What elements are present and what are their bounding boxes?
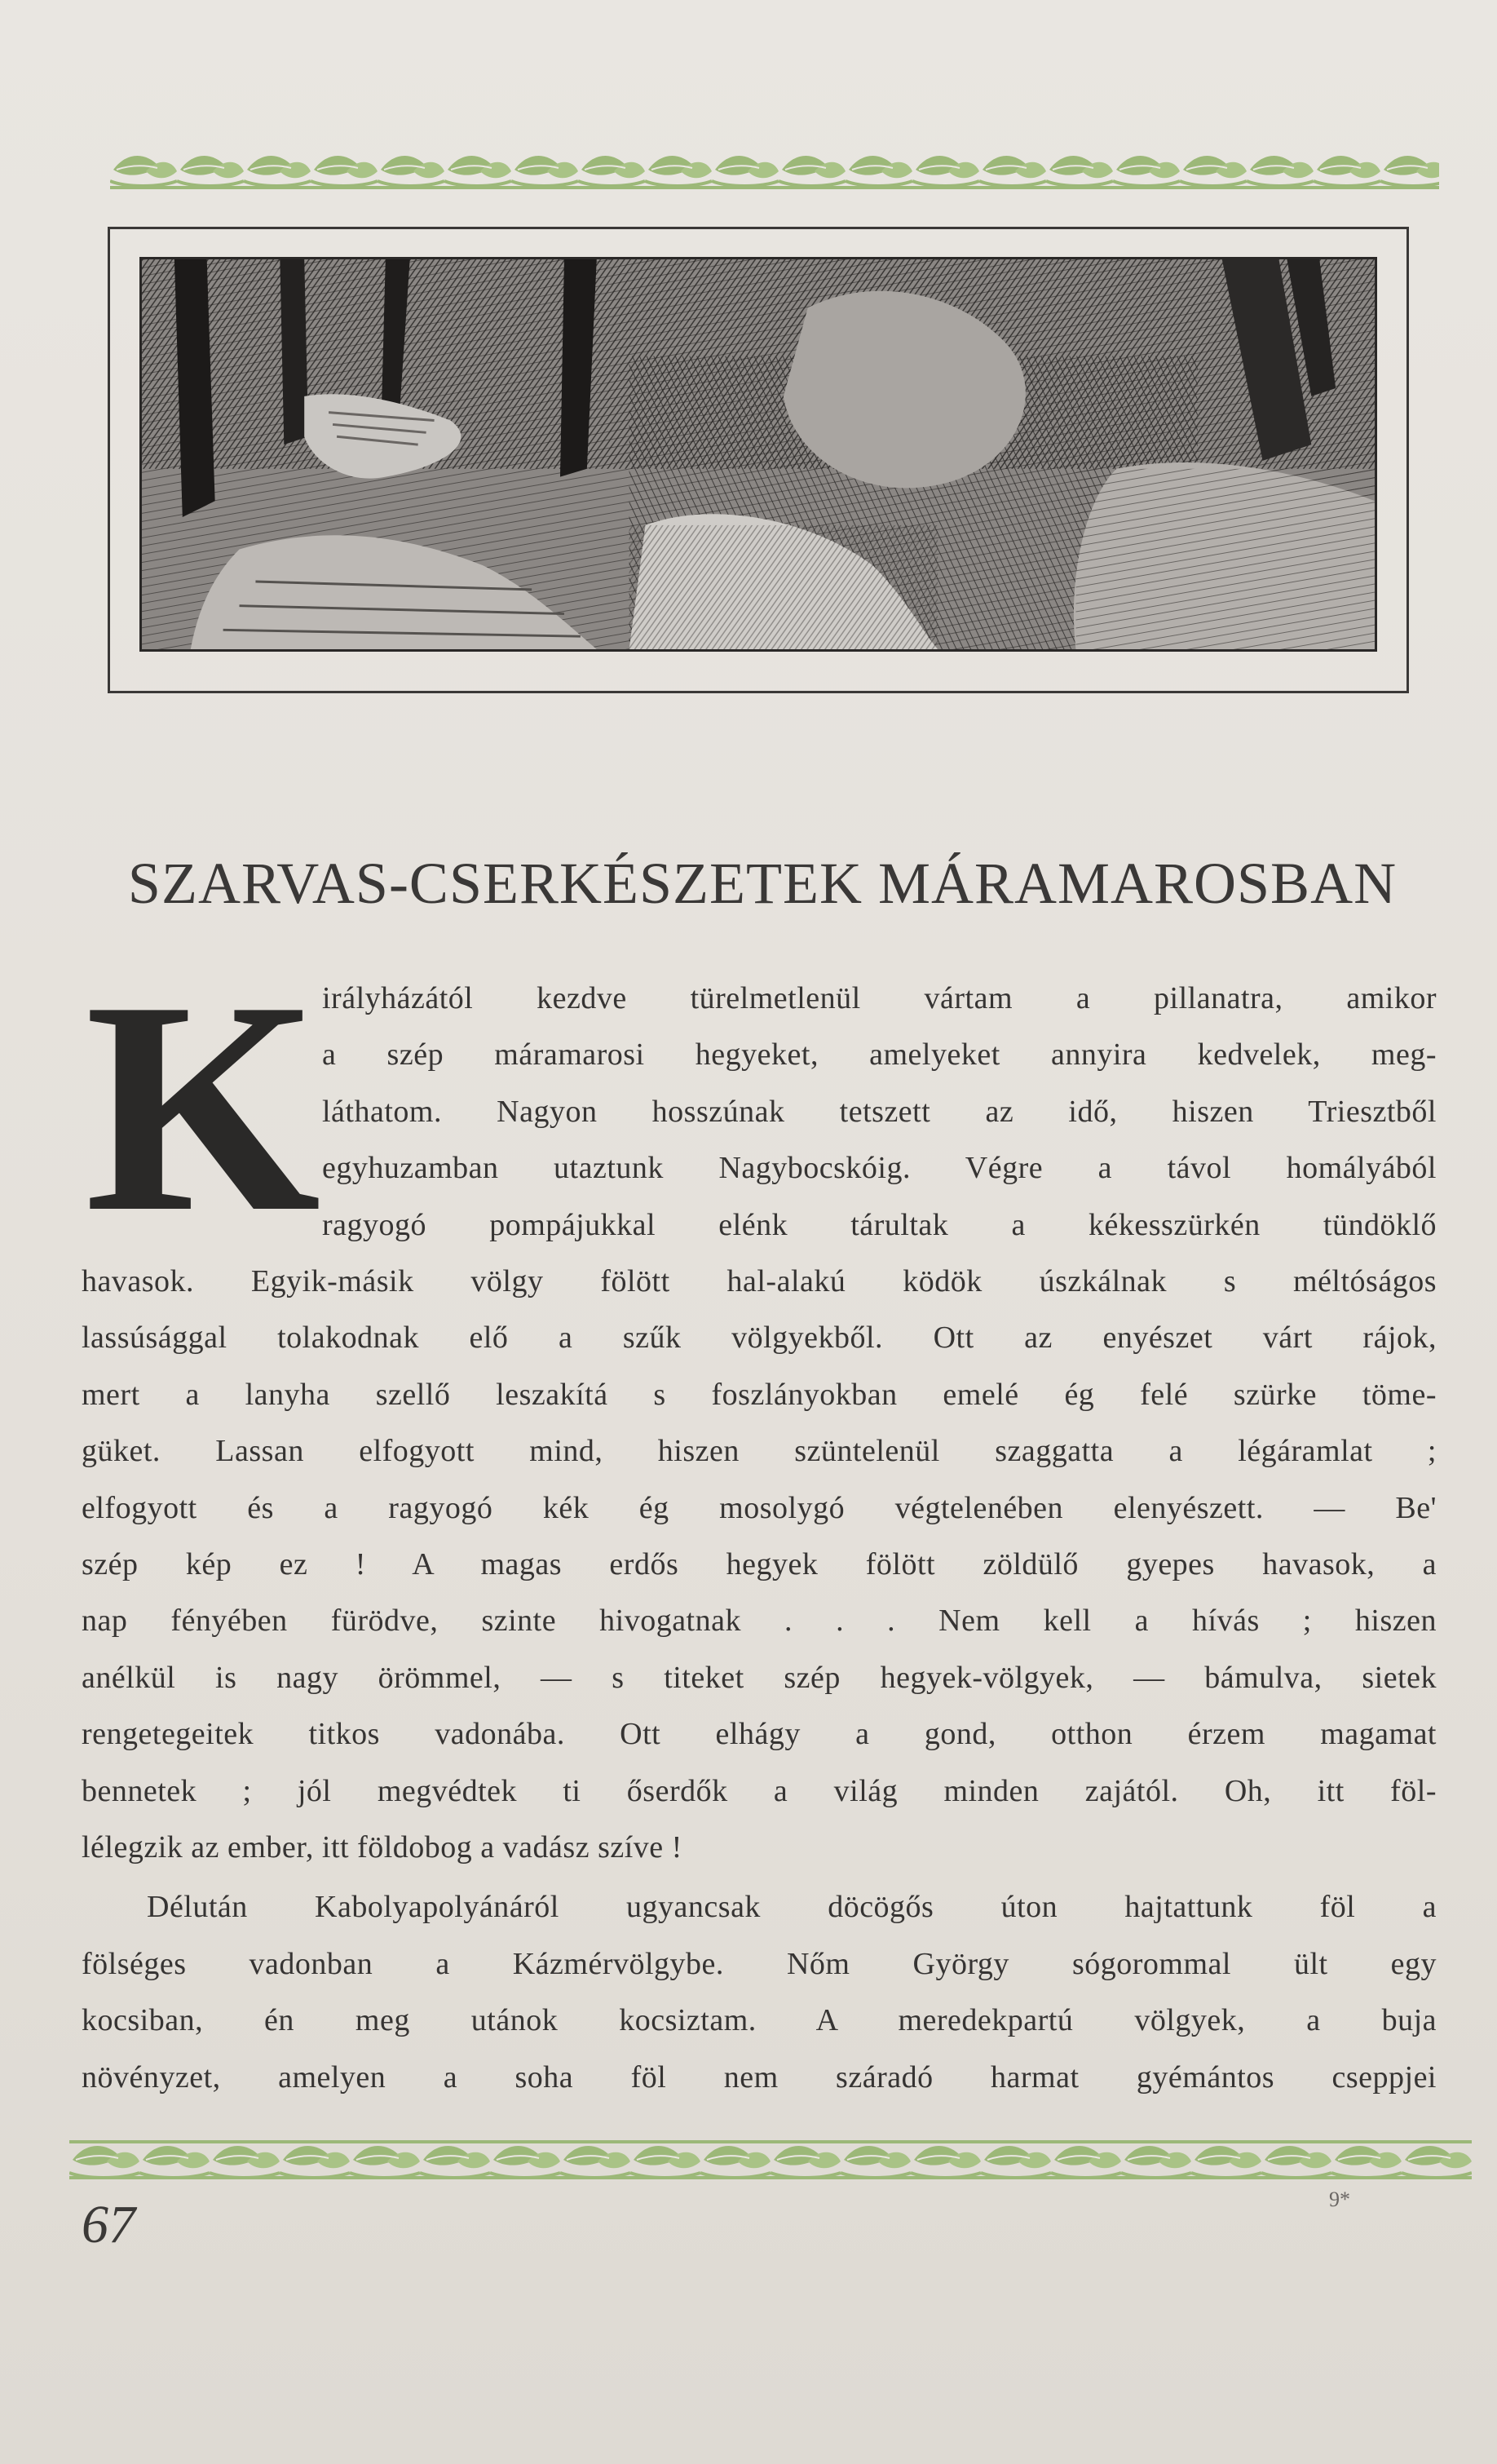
text-line: a szép máramarosi hegyeket, amelyeket annyira kedvelek, meg-: [322, 1037, 1437, 1073]
illustration-frame: [108, 227, 1409, 693]
chapter-title: SZARVAS-CSERKÉSZETEK MÁRAMAROSBAN: [127, 851, 1398, 916]
text-line: fölséges vadonban a Kázmérvölgybe. Nőm György sógorommal ült egy: [82, 1946, 1437, 1981]
text-line: kocsiban, én meg utánok kocsiztam. A meredekpartú völgyek, a buja: [82, 2003, 1437, 2038]
drop-cap-letter: K: [85, 940, 321, 1275]
text-line: irályházától kezdve türelmetlenül vártam a pillanatra, amikor: [322, 981, 1437, 1015]
forest-stream-engraving: [139, 257, 1377, 652]
text-line: egyhuzamban utaztunk Nagybocskóig. Végre a távol homályából: [322, 1151, 1437, 1186]
bottom-leaf-ornament: [69, 2137, 1472, 2183]
text-line: ragyogó pompájukkal elénk tárultak a kékesszürkén tündöklő: [322, 1207, 1437, 1242]
text-line: elfogyott és a ragyogó kék ég mosolygó végtelenében elenyészett. — Be': [82, 1490, 1437, 1525]
text-line: mert a lanyha szellő leszakítá s foszlányokban emelé ég felé szürke töme-: [82, 1377, 1437, 1412]
top-leaf-ornament: [110, 147, 1439, 192]
text-line: nap fényében fürödve, szinte hivogatnak . . . Nem kell a hívás ; hiszen: [82, 1604, 1437, 1639]
text-line: bennetek ; jól megvédtek ti őserdők a világ minden zajától. Oh, itt föl-: [82, 1773, 1437, 1808]
text-line: növényzet, amelyen a soha föl nem száradó harmat gyémántos cseppjei: [82, 2059, 1437, 2095]
text-line: havasok. Egyik-másik völgy fölött hal-alakú ködök úszkálnak s méltóságos: [82, 1264, 1437, 1298]
text-line: Délután Kabolyapolyánáról ugyancsak döcögős úton hajtattunk föl a: [147, 1890, 1437, 1925]
text-line: lélegzik az ember, itt földobog a vadász szíve !: [82, 1830, 682, 1865]
text-line: szép kép ez ! A magas erdős hegyek fölött zöldülő gyepes havasok, a: [82, 1547, 1437, 1581]
page-number: 67: [82, 2195, 135, 2254]
text-line: láthatom. Nagyon hosszúnak tetszett az idő, hiszen Triesztből: [322, 1094, 1437, 1129]
signature-mark: 9*: [1329, 2188, 1350, 2211]
text-line: anélkül is nagy örömmel, — s titeket szép hegyek-völgyek, — bámulva, sietek: [82, 1660, 1437, 1695]
text-line: lassúsággal tolakodnak elő a szűk völgyekből. Ott az enyészet várt rájok,: [82, 1320, 1437, 1356]
text-line: güket. Lassan elfogyott mind, hiszen szüntelenül szaggatta a légáramlat ;: [82, 1434, 1437, 1469]
text-line: rengetegeitek titkos vadonába. Ott elhágy a gond, otthon érzem magamat: [82, 1717, 1437, 1752]
